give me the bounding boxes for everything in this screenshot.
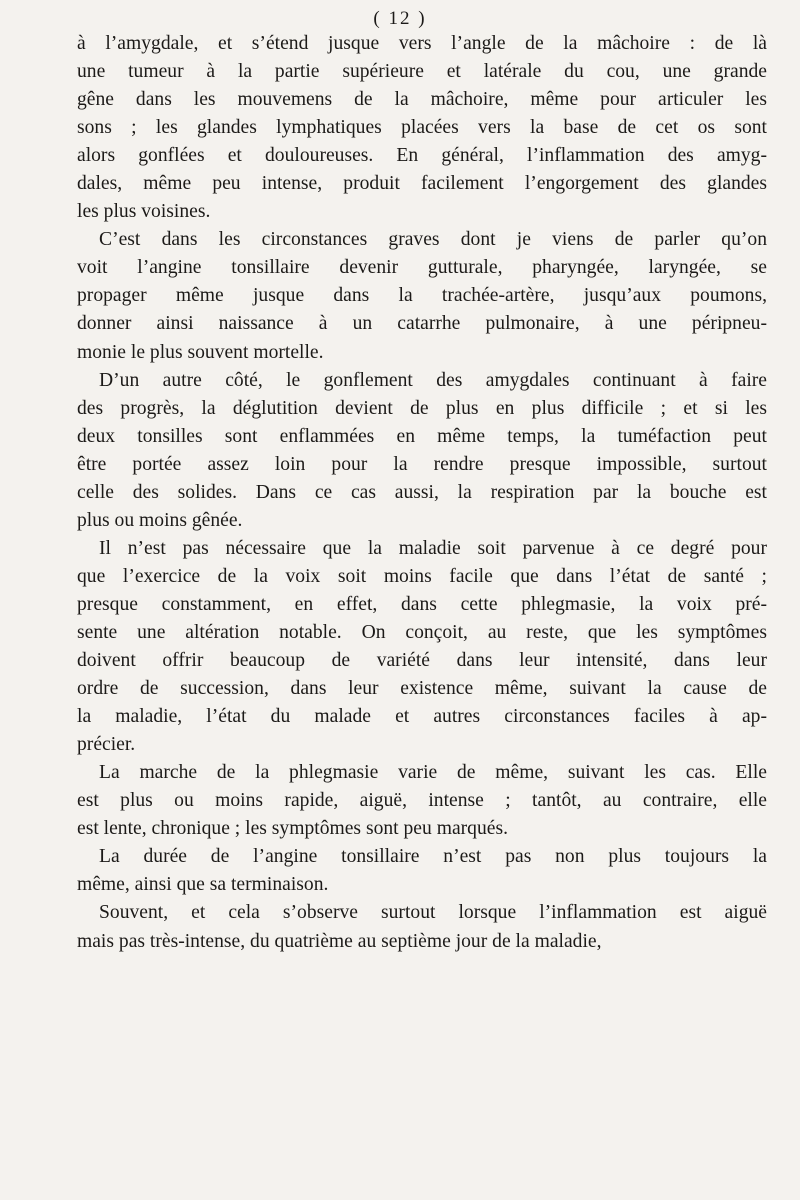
text-line: monie le plus souvent mortelle. [77,341,324,363]
text-line: C’est dans les circonstances graves dont je viens de parler qu’on [99,229,767,251]
paragraph [77,226,767,366]
text-line: est plus ou moins rapide, aiguë, intense ; tantôt, au contraire, elle [77,790,767,812]
text-line: D’un autre côté, le gonflement des amygdales continuant à faire [99,369,767,391]
paragraph [77,535,767,759]
text-line: celle des solides. Dans ce cas aussi, la respiration par la bouche est [77,481,767,503]
text-line: la maladie, l’état du malade et autres circonstances faciles à ap- [77,706,767,728]
text-line: est lente, chronique ; les symptômes sont peu marqués. [77,818,508,840]
text-line: Il n’est pas nécessaire que la maladie soit parvenue à ce degré pour [99,537,767,559]
text-line: une tumeur à la partie supérieure et latérale du cou, une grande [77,61,767,83]
text-line: gêne dans les mouvemens de la mâchoire, même pour articuler les [77,89,767,111]
paragraph [77,843,767,899]
text-line: mais pas très-intense, du quatrième au septième jour de la maladie, [77,930,602,952]
text-line: plus ou moins gênée. [77,509,243,531]
text-line: précier. [77,734,136,756]
text-line: alors gonflées et douloureuses. En général, l’inflammation des amyg- [77,145,767,167]
text-line: donner ainsi naissance à un catarrhe pulmonaire, à une péripneu- [77,313,767,335]
paragraph [77,30,767,226]
text-line: La durée de l’angine tonsillaire n’est pas non plus toujours la [99,846,767,868]
text-line: propager même jusque dans la trachée-artère, jusqu’aux poumons, [77,285,767,307]
paragraph [77,367,767,535]
paragraph [77,899,767,955]
text-line: sente une altération notable. On conçoit, au reste, que les symptômes [77,621,767,643]
text-line: être portée assez loin pour la rendre presque impossible, surtout [77,453,767,475]
text-line: presque constamment, en effet, dans cette phlegmasie, la voix pré- [77,593,767,615]
text-line: même, ainsi que sa terminaison. [77,874,329,896]
text-line: à l’amygdale, et s’étend jusque vers l’angle de la mâchoire : de là [77,33,767,54]
text-line: sons ; les glandes lymphatiques placées vers la base de cet os sont [77,117,767,139]
text-line: Souvent, et cela s’observe surtout lorsque l’inflammation est aiguë [99,902,767,924]
text-line: des progrès, la déglutition devient de plus en plus difficile ; et si les [77,397,767,419]
text-line: La marche de la phlegmasie varie de même, suivant les cas. Elle [99,762,767,784]
text-line: que l’exercice de la voix soit moins facile que dans l’état de santé ; [77,565,767,587]
body-text [77,30,767,956]
page-number: ( 12 ) [373,8,427,29]
text-line: les plus voisines. [77,201,211,223]
text-line: ordre de succession, dans leur existence même, suivant la cause de [77,678,767,700]
text-line: doivent offrir beaucoup de variété dans leur intensité, dans leur [77,650,767,672]
text-line: voit l’angine tonsillaire devenir gutturale, pharyngée, laryngée, se [77,257,767,279]
text-line: dales, même peu intense, produit facilement l’engorgement des glandes [77,173,767,195]
text-line: deux tonsilles sont enflammées en même temps, la tuméfaction peut [77,425,767,447]
paragraph [77,759,767,843]
